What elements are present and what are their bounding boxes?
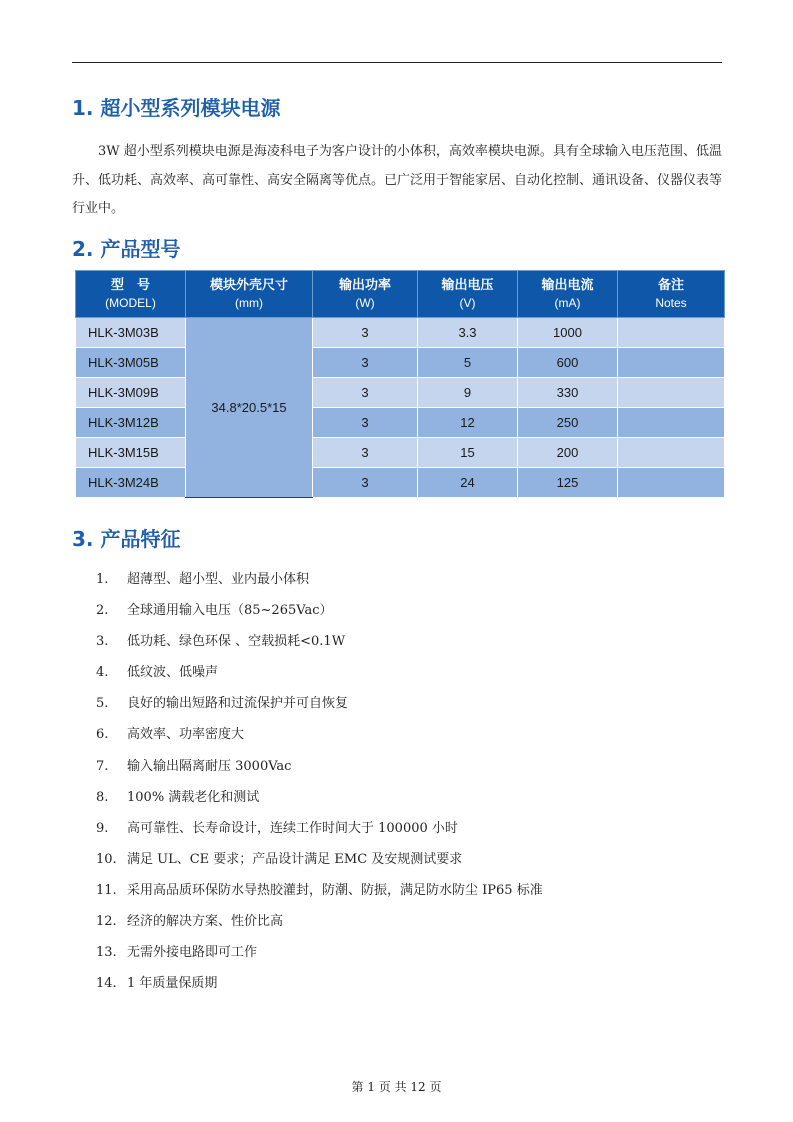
section-3-title: 3. 产品特征 (72, 527, 181, 551)
header-current: 输出电流 (mA) (518, 271, 618, 318)
cell-power: 3 (313, 318, 418, 348)
cell-notes (618, 318, 725, 348)
table-row (76, 348, 725, 378)
table-row (76, 468, 725, 498)
cell-model: HLK-3M15B (76, 438, 186, 468)
list-item: 1. 超薄型、超小型、业内最小体积 (96, 572, 310, 587)
cell-power: 3 (313, 348, 418, 378)
cell-current: 1000 (518, 318, 618, 348)
list-item: 2. 全球通用输入电压（85~265Vac） (96, 603, 333, 619)
cell-model: HLK-3M09B (76, 378, 186, 408)
header-voltage: 输出电压 (V) (418, 271, 518, 318)
cell-current: 250 (518, 408, 618, 438)
cell-current: 600 (518, 348, 618, 378)
header-rule (72, 62, 722, 63)
model-table (75, 270, 725, 498)
cell-notes (618, 408, 725, 438)
header-size: 模块外壳尺寸 (mm) (186, 271, 313, 318)
cell-voltage: 24 (418, 468, 518, 498)
cell-power: 3 (313, 438, 418, 468)
page-number: 第 1 页 共 12 页 (351, 1080, 442, 1094)
section-2-title: 2. 产品型号 (72, 237, 181, 261)
header-notes: 备注 Notes (618, 271, 725, 318)
cell-model: HLK-3M12B (76, 408, 186, 438)
list-item: 10. 满足 UL、CE 要求；产品设计满足 EMC 及安规测试要求 (96, 851, 463, 867)
header-power: 输出功率 (W) (313, 271, 418, 318)
list-item: 11. 采用高品质环保防水导热胶灌封，防潮、防振，满足防水防尘 IP65 标准 (96, 882, 543, 898)
table-row (76, 438, 725, 468)
list-item: 13. 无需外接电路即可工作 (96, 945, 258, 961)
cell-model: HLK-3M24B (76, 468, 186, 498)
table-row (76, 408, 725, 438)
list-item: 9. 高可靠性、长寿命设计，连续工作时间大于 100000 小时 (96, 820, 458, 836)
list-item: 12. 经济的解决方案、性价比高 (96, 914, 284, 930)
feature-list (96, 564, 543, 999)
cell-current: 200 (518, 438, 618, 468)
cell-size: 34.8*20.5*15 (186, 318, 313, 498)
intro-paragraph: 3W 超小型系列模块电源是海凌科电子为客户设计的小体积，高效率模块电源。具有全球输入电压范围、低温升、低功耗、高效率、高可靠性、高安全隔离等优点。已广泛用于智能家居、自动化控制、通讯设备、仪器仪表等行业中。 (72, 144, 723, 216)
cell-current: 330 (518, 378, 618, 408)
table-row (76, 378, 725, 408)
cell-notes (618, 348, 725, 378)
cell-voltage: 3.3 (418, 318, 518, 348)
cell-voltage: 15 (418, 438, 518, 468)
list-item: 14. 1 年质量保质期 (96, 976, 218, 992)
cell-power: 3 (313, 378, 418, 408)
list-item: 6. 高效率、功率密度大 (96, 727, 245, 743)
cell-model: HLK-3M05B (76, 348, 186, 378)
list-item: 7. 输入输出隔离耐压 3000Vac (96, 758, 292, 774)
cell-voltage: 5 (418, 348, 518, 378)
table-header-row (76, 271, 725, 318)
cell-model: HLK-3M03B (76, 318, 186, 348)
cell-power: 3 (313, 408, 418, 438)
cell-current: 125 (518, 468, 618, 498)
cell-notes (618, 378, 725, 408)
cell-voltage: 12 (418, 408, 518, 438)
list-item: 3. 低功耗、绿色环保 、空载损耗<0.1W (96, 634, 346, 650)
list-item: 4. 低纹波、低噪声 (96, 665, 219, 681)
cell-notes (618, 468, 725, 498)
table-row (76, 318, 725, 348)
cell-voltage: 9 (418, 378, 518, 408)
section-1-title: 1. 超小型系列模块电源 (72, 96, 281, 120)
cell-notes (618, 438, 725, 468)
list-item: 8. 100% 满载老化和测试 (96, 789, 260, 805)
cell-power: 3 (313, 468, 418, 498)
list-item: 5. 良好的输出短路和过流保护并可自恢复 (96, 696, 349, 712)
header-model: 型 号 (MODEL) (76, 271, 186, 318)
